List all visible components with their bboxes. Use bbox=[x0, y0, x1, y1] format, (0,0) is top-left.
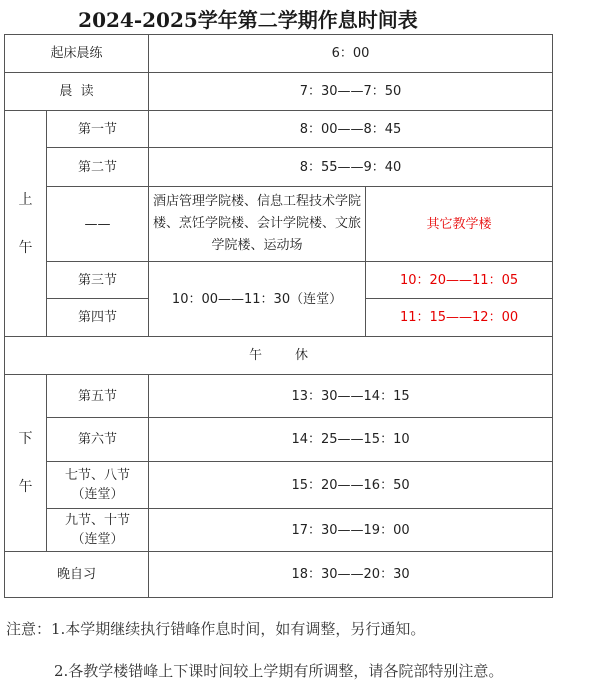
vertical-char: 上 bbox=[18, 191, 33, 208]
table-row bbox=[5, 187, 553, 262]
period-label: 第四节 bbox=[47, 299, 149, 337]
table-row bbox=[5, 148, 553, 187]
row-label-wake: 起床晨练 bbox=[5, 35, 149, 73]
period-label: 第一节 bbox=[47, 111, 149, 148]
period-label: 第三节 bbox=[47, 262, 149, 299]
page-title: 2024-2025学年第二学期作息时间表 bbox=[78, 8, 418, 32]
note-2: 2.各教学楼错峰上下课时间较上学期有所调整，请各院部特别注意。 bbox=[54, 662, 504, 680]
schedule-table bbox=[4, 34, 553, 598]
row-time-morning-read: 7：30——7：50 bbox=[149, 73, 553, 111]
table-row bbox=[5, 418, 553, 462]
period-label: 第六节 bbox=[47, 418, 149, 462]
period-time: 13：30——14：15 bbox=[149, 375, 553, 418]
table-row bbox=[5, 262, 553, 299]
period-time-combined: 10：00——11：30（连堂） bbox=[149, 262, 366, 337]
period-label bbox=[47, 509, 149, 552]
building-group-b: 其它教学楼 bbox=[366, 187, 553, 262]
building-group-a: 酒店管理学院楼、信息工程技术学院楼、烹饪学院楼、会计学院楼、文旅学院楼、运动场 bbox=[149, 187, 366, 262]
table-row bbox=[5, 462, 553, 509]
period-time-alt: 10：20——11：05 bbox=[366, 262, 553, 299]
period-label-line: 九节、十节 bbox=[65, 513, 131, 528]
period-time: 8：55——9：40 bbox=[149, 148, 553, 187]
table-row bbox=[5, 375, 553, 418]
period-label: 第五节 bbox=[47, 375, 149, 418]
vertical-char: 午 bbox=[18, 239, 33, 256]
period-time-alt: 11：15——12：00 bbox=[366, 299, 553, 337]
row-time-wake: 6：00 bbox=[149, 35, 553, 73]
period-time: 15：20——16：50 bbox=[149, 462, 553, 509]
row-label-morning-read: 晨 读 bbox=[5, 73, 149, 111]
table-row bbox=[5, 337, 553, 375]
row-label-evening: 晚自习 bbox=[5, 552, 149, 598]
period-label-line: （连堂） bbox=[71, 487, 124, 502]
vertical-char: 午 bbox=[18, 479, 33, 495]
row-time-evening: 18：30——20：30 bbox=[149, 552, 553, 598]
table-row bbox=[5, 35, 553, 73]
period-time: 17：30——19：00 bbox=[149, 509, 553, 552]
period-time: 8：00——8：45 bbox=[149, 111, 553, 148]
note-1: 注意：1.本学期继续执行错峰作息时间，如有调整，另行通知。 bbox=[6, 620, 426, 638]
table-row bbox=[5, 509, 553, 552]
break-label: —— bbox=[47, 187, 149, 262]
table-row bbox=[5, 111, 553, 148]
morning-section-label bbox=[5, 111, 47, 337]
table-row bbox=[5, 552, 553, 598]
period-time: 14：25——15：10 bbox=[149, 418, 553, 462]
afternoon-section-label bbox=[5, 375, 47, 552]
period-label: 第二节 bbox=[47, 148, 149, 187]
period-label-line: 七节、八节 bbox=[65, 468, 131, 483]
table-row bbox=[5, 73, 553, 111]
period-label bbox=[47, 462, 149, 509]
period-label-line: （连堂） bbox=[71, 532, 124, 547]
vertical-char: 下 bbox=[18, 431, 33, 447]
noon-break: 午 休 bbox=[5, 337, 553, 375]
